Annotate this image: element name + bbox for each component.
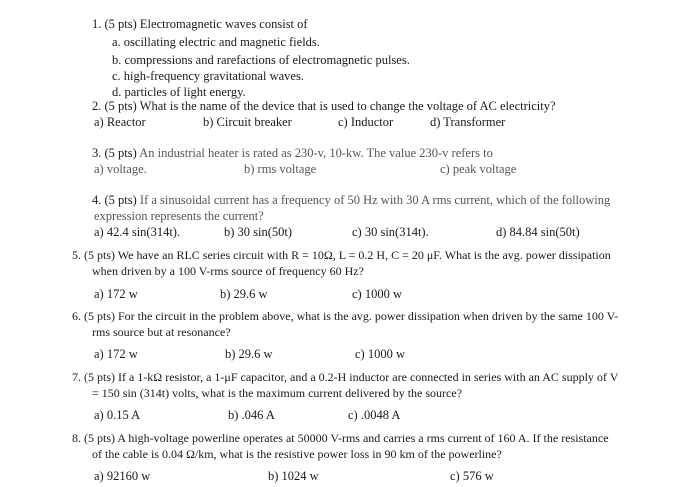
q1-option-c: c. high-frequency gravitational waves. (112, 69, 304, 83)
q3-label: 3. (5 pts) (92, 146, 137, 160)
q4-option-a: a) 42.4 sin(314t). (94, 225, 181, 239)
q6-option-c: c) 1000 w (355, 347, 405, 361)
q7-stem-line1: 7. (5 pts) If a 1-kΩ resistor, a 1-μF capacitor, and a 0.2-H inductor are connected in series with an AC supply of V (72, 370, 619, 384)
q3-option-b: b) rms voltage (244, 162, 317, 176)
q8-option-a: a) 92160 w (94, 469, 151, 483)
q4-stem-line2: expression represents the current? (94, 209, 264, 223)
q5-option-b: b) 29.6 w (220, 287, 268, 301)
q2-option-c: c) Inductor (338, 115, 394, 129)
q8-option-b: b) 1024 w (268, 469, 319, 483)
q2-option-a: a) Reactor (94, 115, 146, 129)
q7-option-a: a) 0.15 A (94, 408, 141, 422)
q1-option-d: d. particles of light energy. (112, 85, 246, 99)
q4-stem (92, 193, 610, 208)
q1-stem: 1. (5 pts) Electromagnetic waves consist of (92, 17, 308, 31)
q5-stem-line1: 5. (5 pts) We have an RLC series circuit with R = 10Ω, L = 0.2 H, C = 20 μF. What is the avg. power dissipation (72, 248, 611, 262)
q7-option-c: c) .0048 A (348, 408, 401, 422)
q2-stem: 2. (5 pts) What is the name of the device that is used to change the voltage of AC electricity? (92, 99, 556, 113)
q8-option-c: c) 576 w (450, 469, 494, 483)
q7-stem-line2: = 150 sin (314t) volts, what is the maximum current delivered by the source? (92, 386, 463, 400)
q3-stem-text: An industrial heater is rated as 230-v, 10-kw. The value 230-v refers to (139, 146, 493, 160)
q5-option-c: c) 1000 w (352, 287, 402, 301)
q1-option-b: b. compressions and rarefactions of electromagnetic pulses. (112, 53, 410, 67)
q5-stem-line2: when driven by a 100 V-rms source of frequency 60 Hz? (92, 264, 364, 278)
q8-stem-line1: 8. (5 pts) A high-voltage powerline operates at 50000 V-rms and carries a rms current of 160 A. If the resistance (72, 431, 609, 445)
q4-option-d: d) 84.84 sin(50t) (496, 225, 580, 239)
q5-option-a: a) 172 w (94, 287, 138, 301)
q3-option-a: a) voltage. (94, 162, 147, 176)
q6-stem-line1: 6. (5 pts) For the circuit in the problem above, what is the avg. power dissipation when driven by the same 100 V- (72, 309, 619, 323)
q1-option-a: a. oscillating electric and magnetic fields. (112, 35, 320, 49)
q4-stem-line1: If a sinusoidal current has a frequency of 50 Hz with 30 A rms current, which of the following (139, 193, 611, 207)
q2-option-b: b) Circuit breaker (203, 115, 292, 129)
q7-option-b: b) .046 A (228, 408, 275, 422)
q6-stem-line2: rms source but at resonance? (92, 325, 231, 339)
q4-option-c: c) 30 sin(314t). (352, 225, 429, 239)
q4-label: 4. (5 pts) (92, 193, 137, 207)
q3-stem (92, 146, 493, 161)
q6-option-b: b) 29.6 w (225, 347, 273, 361)
q6-option-a: a) 172 w (94, 347, 138, 361)
q2-option-d: d) Transformer (430, 115, 506, 129)
q8-stem-line2: of the cable is 0.04 Ω/km, what is the resistive power loss in 90 km of the powerline? (92, 447, 502, 461)
q4-option-b: b) 30 sin(50t) (224, 225, 293, 239)
q3-option-c: c) peak voltage (440, 162, 517, 176)
